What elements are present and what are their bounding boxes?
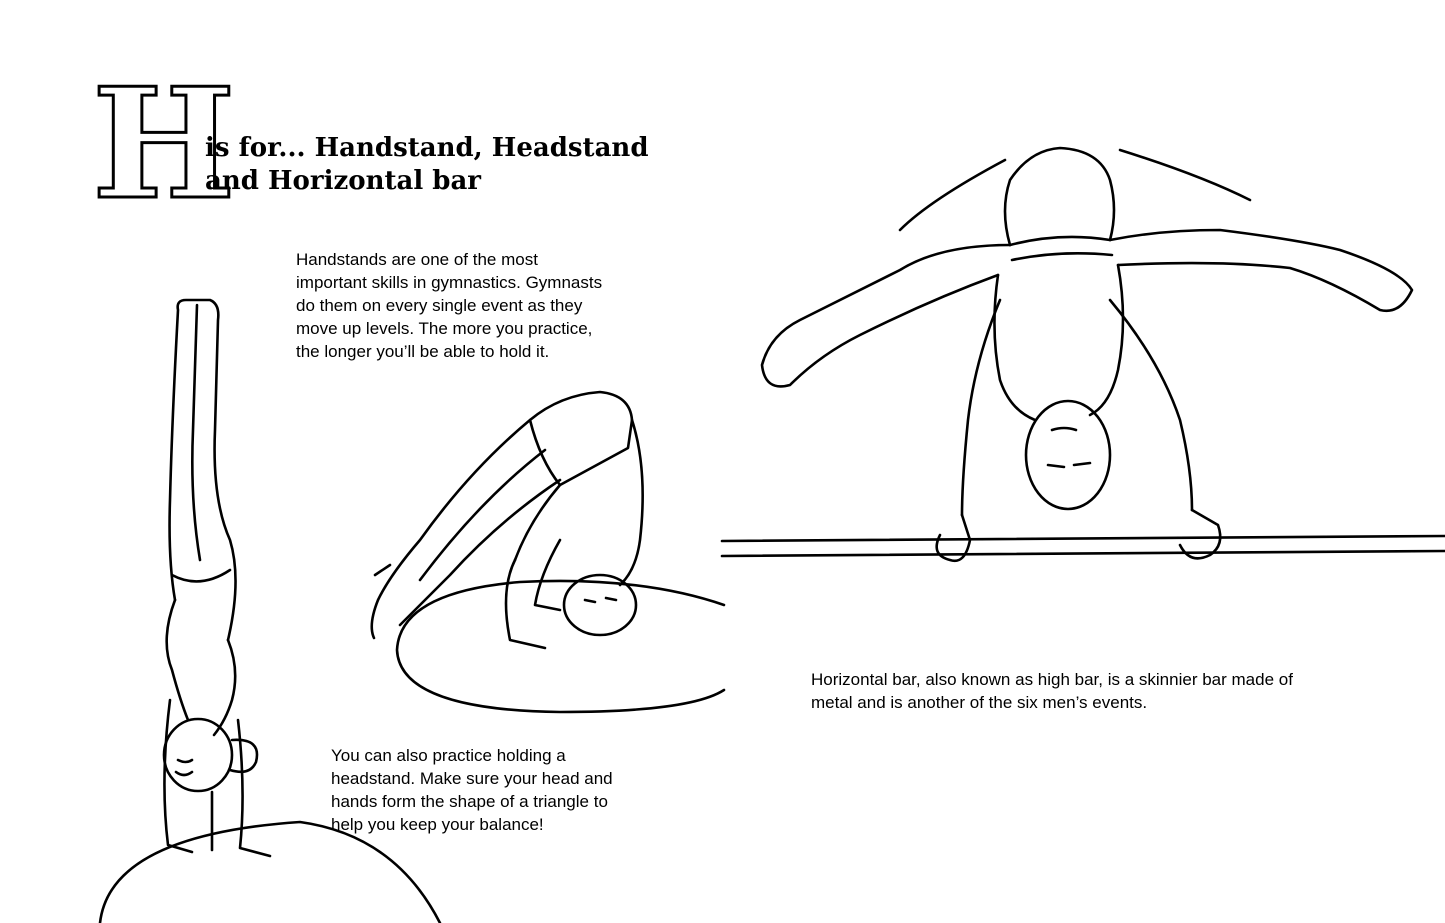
headstand-arms: [506, 540, 560, 648]
bar-gymnast-leg-seam: [900, 150, 1250, 230]
headstand-paragraph: [331, 744, 613, 836]
headstand-face: [585, 598, 616, 602]
drop-cap-letter: H: [92, 54, 232, 233]
horizontal-bar-paragraph: [811, 668, 1293, 714]
handstand-leg-seam: [192, 305, 200, 560]
text-line: Horizontal bar, also known as high bar, is a skinnier bar made of: [811, 670, 1293, 689]
text-line: headstand. Make sure your head and: [331, 769, 613, 788]
handstand-floor-mat: [100, 822, 440, 923]
headstand-floor-mat: [397, 581, 724, 712]
handstand-face: [176, 760, 192, 775]
bar-gymnast-head: [1026, 401, 1110, 509]
text-line: You can also practice holding a: [331, 746, 566, 765]
page-title-line-2: and Horizontal bar: [205, 166, 481, 196]
handstand-head: [164, 719, 232, 791]
text-line: move up levels. The more you practice,: [296, 319, 593, 338]
handstand-legs: [170, 300, 236, 640]
text-line: metal and is another of the six men’s events.: [811, 693, 1148, 712]
horizontal-bar-illustration: [722, 148, 1445, 561]
bar-gymnast-right-hand: [1180, 510, 1220, 558]
text-line: help you keep your balance!: [331, 815, 544, 834]
headstand-illustration: [372, 392, 724, 712]
handstand-paragraph: [296, 248, 602, 363]
text-line: Handstands are one of the most: [296, 250, 538, 269]
text-line: hands form the shape of a triangle to: [331, 792, 608, 811]
bar-gymnast-waistband: [1010, 237, 1112, 260]
handstand-torso: [167, 600, 236, 735]
handstand-leotard-line: [172, 570, 230, 581]
text-line: important skills in gymnastics. Gymnasts: [296, 273, 603, 292]
text-line: do them on every single event as they: [296, 296, 583, 315]
headstand-torso: [515, 420, 643, 585]
bar-gymnast-face: [1048, 428, 1090, 467]
text-line: the longer you’ll be able to hold it.: [296, 342, 550, 361]
handstand-hair-bun: [230, 740, 257, 772]
headstand-head: [564, 575, 636, 635]
horizontal-bar-top: [722, 536, 1445, 541]
headstand-legs: [372, 420, 560, 638]
bar-gymnast-arms: [962, 300, 1192, 515]
page-title-line-1: is for... Handstand, Headstand: [205, 133, 649, 163]
horizontal-bar-bottom: [722, 551, 1445, 556]
headstand-shorts: [530, 392, 632, 485]
bar-gymnast-torso: [994, 265, 1123, 420]
bar-gymnast-split-outline: [1005, 148, 1114, 245]
